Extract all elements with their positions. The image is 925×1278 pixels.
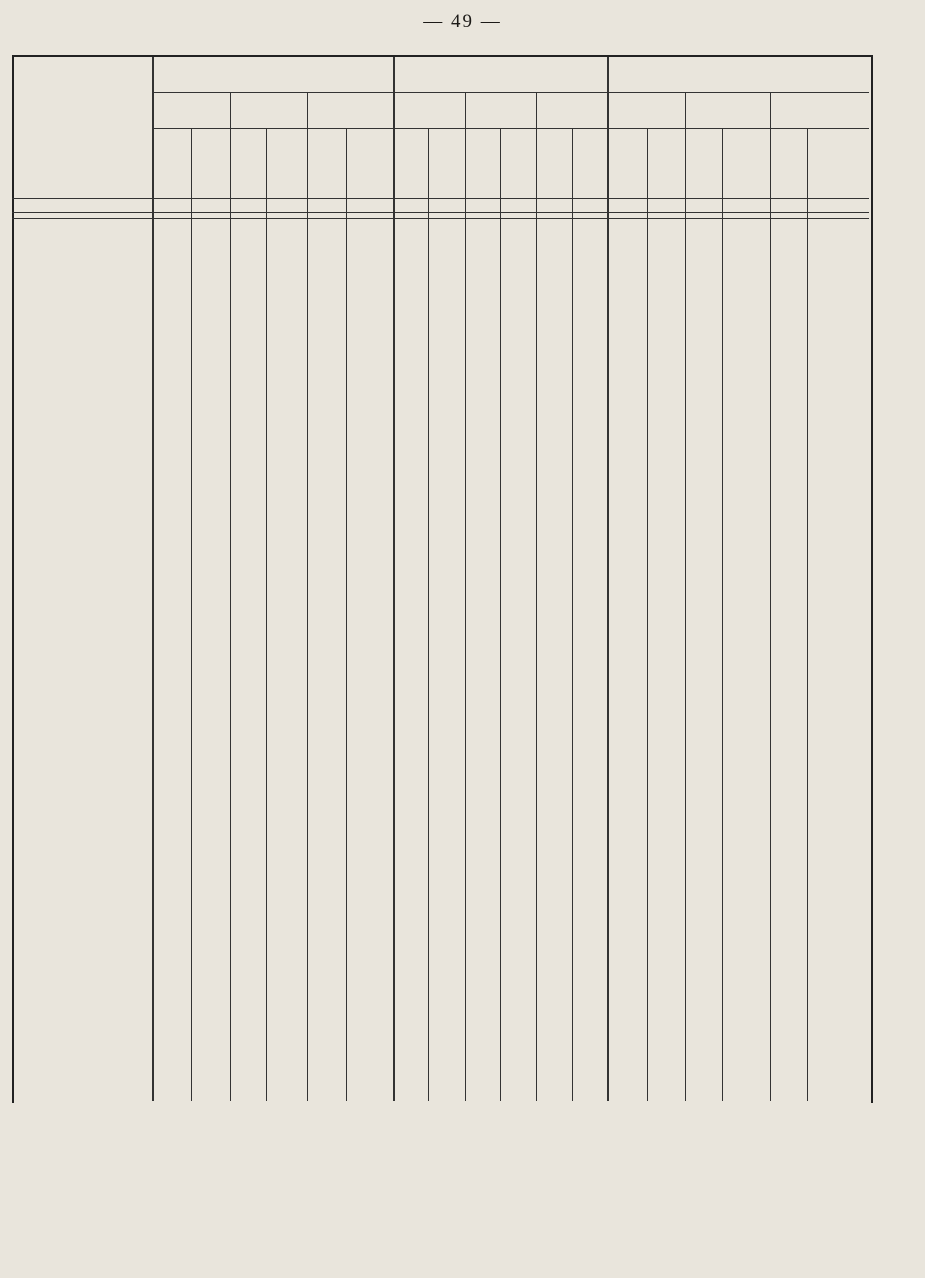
column-rule [500, 128, 501, 1101]
column-rule [685, 92, 686, 1101]
column-rule [266, 128, 267, 1101]
header-rule [152, 92, 869, 93]
column-rule [230, 92, 231, 1101]
column-rule [770, 92, 771, 1101]
column-rule [307, 92, 308, 1101]
column-rule [607, 57, 609, 1101]
column-rule [191, 128, 192, 1101]
column-rule [393, 57, 395, 1101]
column-rule [647, 128, 648, 1101]
column-rule [572, 128, 573, 1101]
column-rule [428, 128, 429, 1101]
header-rule [152, 128, 869, 129]
column-rule [722, 128, 723, 1101]
header-rule [12, 212, 869, 213]
column-rule [152, 57, 154, 1101]
header-rule [12, 198, 869, 199]
column-rule [807, 128, 808, 1101]
header-rule [12, 218, 869, 219]
column-rule [465, 92, 466, 1101]
column-rule [536, 92, 537, 1101]
column-rule [346, 128, 347, 1101]
page-number: — 49 — [423, 11, 502, 32]
